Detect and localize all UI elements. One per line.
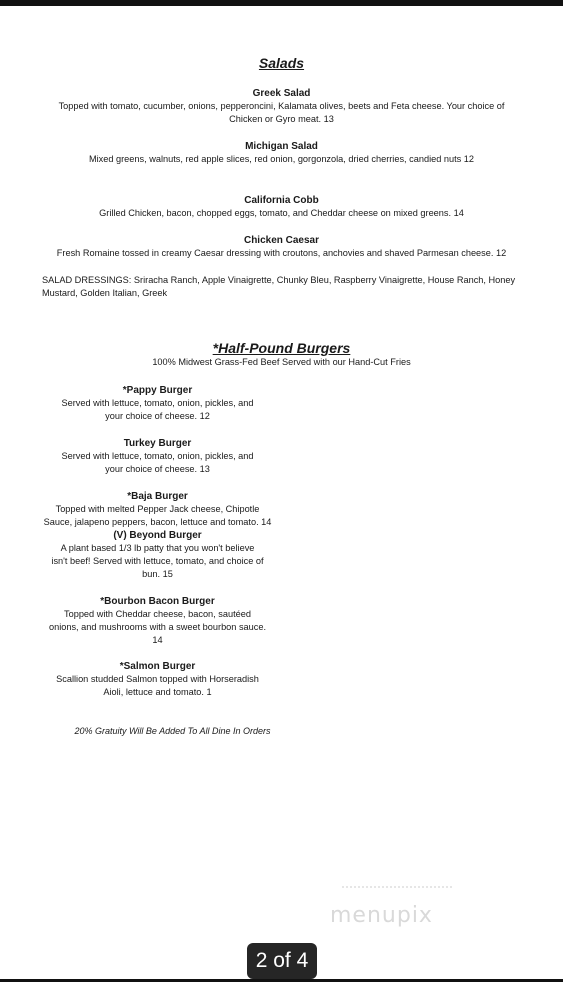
item-description: isn't beef! Served with lettuce, tomato, and choice of (51, 556, 264, 566)
gratuity-note: 20% Gratuity Will Be Added To All Dine In Orders (74, 726, 271, 736)
item-description: Served with lettuce, tomato, onion, pickles, and (61, 398, 254, 408)
item-name: *Baja Burger (127, 491, 188, 502)
bottom-border (0, 979, 563, 1000)
menu-item-california-cobb (40, 194, 523, 220)
menu-item-chicken-caesar (40, 234, 523, 260)
menu-item-turkey-burger (40, 437, 275, 476)
item-name: Michigan Salad (245, 141, 318, 152)
item-description: onions, and mushrooms with a sweet bourbon sauce. (48, 622, 267, 632)
menu-item-bourbon-bacon-burger (40, 595, 275, 647)
salad-dressings-cont: Mustard, Golden Italian, Greek (42, 288, 168, 298)
item-name: Chicken Caesar (243, 235, 320, 246)
menu-item-beyond-burger (40, 529, 275, 581)
top-border (0, 0, 563, 6)
item-description: Aioli, lettuce and tomato. 1 (103, 687, 212, 697)
item-name: *Salmon Burger (119, 661, 196, 672)
menu-item-pappy-burger (40, 384, 275, 423)
item-description: your choice of cheese. 12 (105, 411, 210, 421)
item-description: A plant based 1/3 lb patty that you won't believe (60, 543, 255, 553)
menu-item-salmon-burger (40, 660, 275, 699)
item-name: Turkey Burger (123, 438, 192, 449)
item-description: 14 (152, 635, 163, 645)
menu-item-michigan-salad (40, 140, 523, 166)
item-name: Greek Salad (252, 88, 311, 99)
item-name: *Bourbon Bacon Burger (100, 596, 215, 607)
item-name: California Cobb (244, 195, 319, 206)
item-description: Fresh Romaine tossed in creamy Caesar dressing with croutons, anchovies and shaved Parmesan cheese. 12 (56, 248, 507, 258)
item-name: (V) Beyond Burger (113, 530, 202, 541)
item-description: Topped with tomato, cucumber, onions, pepperoncini, Kalamata olives, beets and Feta cheese. Your choice of (58, 101, 505, 111)
item-description: Served with lettuce, tomato, onion, pickles, and (61, 451, 254, 461)
item-description: your choice of cheese. 13 (105, 464, 210, 474)
menupix-watermark: menupix (330, 903, 433, 928)
burgers-heading: *Half-Pound Burgers (212, 340, 351, 356)
item-description: bun. 15 (142, 569, 173, 579)
menu-item-baja-burger (40, 490, 275, 529)
item-name: *Pappy Burger (122, 385, 193, 396)
item-description: Sauce, jalapeno peppers, bacon, lettuce and tomato. 14 (43, 517, 272, 527)
item-description: Topped with melted Pepper Jack cheese, Chipotle (55, 504, 260, 514)
burgers-subheading: 100% Midwest Grass-Fed Beef Served with our Hand-Cut Fries (152, 357, 411, 367)
salads-heading: Salads (258, 55, 305, 71)
watermark-decoration (342, 886, 452, 892)
menu-item-greek-salad (40, 87, 523, 126)
salad-dressings: SALAD DRESSINGS: Sriracha Ranch, Apple Vinaigrette, Chunky Bleu, Raspberry Vinaigrette, House Ranch, Honey (42, 275, 516, 285)
item-description: Mixed greens, walnuts, red apple slices, red onion, gorgonzola, dried cherries, candied nuts 12 (88, 154, 475, 164)
item-description: Grilled Chicken, bacon, chopped eggs, tomato, and Cheddar cheese on mixed greens. 14 (99, 208, 464, 218)
page-indicator: 2 of 4 (247, 943, 317, 979)
item-description: Chicken or Gyro meat. 13 (229, 114, 334, 124)
item-description: Scallion studded Salmon topped with Horseradish (56, 674, 259, 684)
item-description: Topped with Cheddar cheese, bacon, sautéed (64, 609, 251, 619)
